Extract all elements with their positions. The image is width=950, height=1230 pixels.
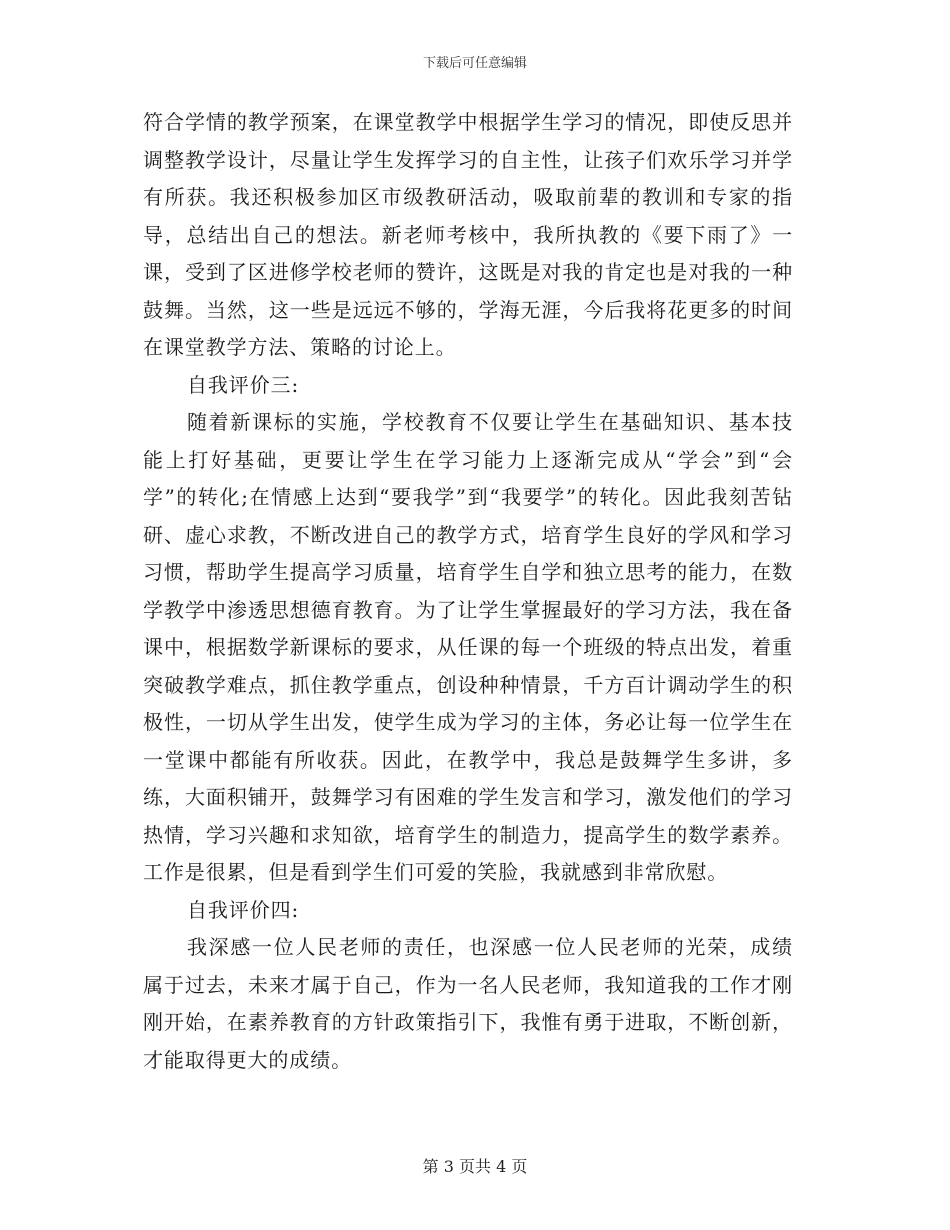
- paragraph-continued: 符合学情的教学预案，在课堂教学中根据学生学习的情况，即使反思并调整教学设计，尽量让学生发挥学习的自主性，让孩子们欢乐学习并学有所获。我还积极参加区市级教研活动，吸取前辈的教训和专家的指导，总结出自己的想法。新老师考核中，我所执教的《要下雨了》一课，受到了区进修学校老师的赞许，这既是对我的肯定也是对我的一种鼓舞。当然，这一些是远远不够的，学海无涯，今后我将花更多的时间在课堂教学方法、策略的讨论上。: [143, 110, 793, 359]
- page-header: 下载后可任意编辑: [422, 56, 527, 71]
- paragraph-evaluation-4: 我深感一位人民老师的责任，也深感一位人民老师的光荣，成绩属于过去，未来才属于自己，作为一名人民老师，我知道我的工作才刚刚开始，在素养教育的方针政策指引下，我惟有勇于进取，不断创新，才能取得更大的成绩。: [143, 935, 793, 1072]
- section-heading-3: 自我评价三:: [187, 372, 300, 397]
- paragraph-evaluation-3: 随着新课标的实施，学校教育不仅要让学生在基础知识、基本技能上打好基础，更要让学生在学习能力上逐渐完成从“学会”到“会学”的转化;在情感上达到“要我学”到“我要学”的转化。因此我刻苦钻研、虚心求教，不断改进自己的教学方式，培育学生良好的学风和学习习惯，帮助学生提高学习质量，培育学生自学和独立思考的能力，在数学教学中渗透思想德育教育。为了让学生掌握最好的学习方法，我在备课中，根据数学新课标的要求，从任课的每一个班级的特点出发，着重突破教学难点，抓住教学重点，创设种种情景，千方百计调动学生的积极性，一切从学生出发，使学生成为学习的主体，务必让每一位学生在一堂课中都能有所收获。因此，在教学中，我总是鼓舞学生多讲，多练，大面积铺开，鼓舞学习有困难的学生发言和学习，激发他们的学习热情，学习兴趣和求知欲，培育学生的制造力，提高学生的数学素养。工作是很累，但是看到学生们可爱的笑脸，我就感到非常欣慰。: [143, 410, 793, 884]
- page-number: 第 3 页共 4 页: [422, 1157, 528, 1176]
- section-heading-4: 自我评价四:: [187, 897, 300, 922]
- document-body: [143, 104, 793, 1079]
